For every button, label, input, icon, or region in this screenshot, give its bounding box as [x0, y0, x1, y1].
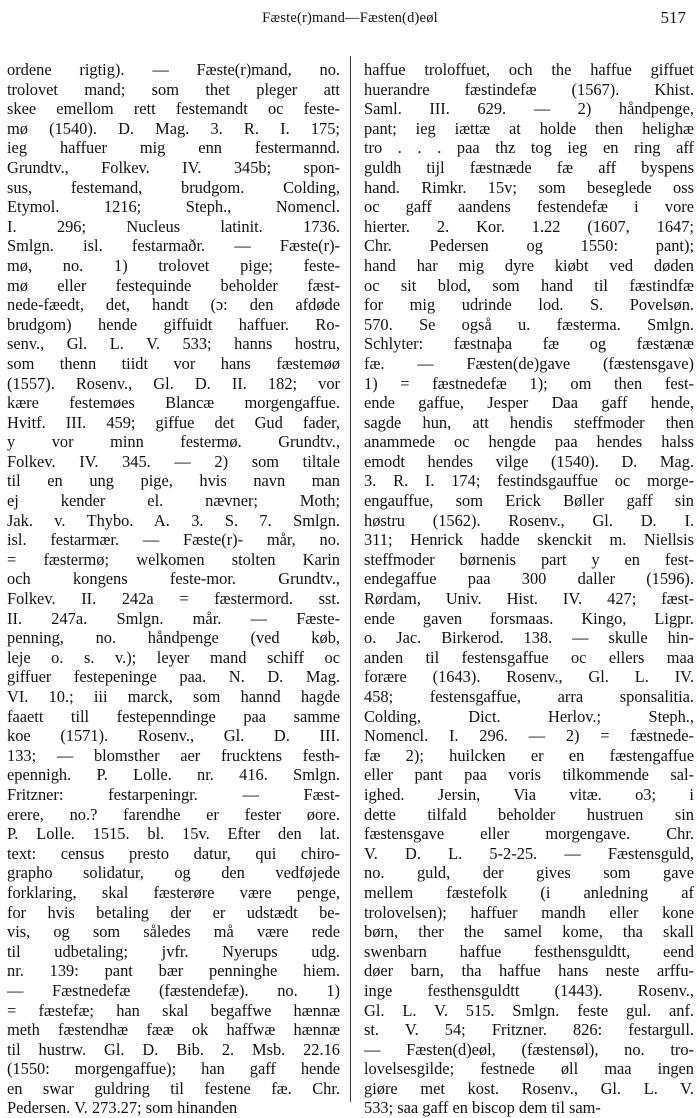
text-line: P. Lolle. 1515. bl. 15v. Efter den lat. [7, 824, 340, 844]
text-line: — Fæsten(d)eøl, (fæstensøl), no. tro- [364, 1039, 694, 1059]
text-line: Hvitf. III. 459; giffue det Gud fader, [7, 412, 340, 432]
text-line: ej kender el. nævner; Moth; [7, 491, 340, 511]
text-line: høstru (1562). Rosenv., Gl. D. I. [364, 510, 694, 530]
text-line: I. 296; Nucleus latinit. 1736. [7, 216, 340, 236]
text-line: hand har mig dyre kiøbt ved døden [364, 255, 694, 275]
text-line: no. guld, der gives som gave [364, 863, 694, 883]
text-line: VI. 10.; iii marck, som hannd hagde [7, 687, 340, 706]
text-line: skee emellom rett festemandt oc feste- [7, 99, 340, 119]
text-line: giøre met kost. Rosenv., Gl. L. V. [364, 1078, 694, 1098]
text-line: 533; saa gaff en biscop dem til sam- [364, 1098, 601, 1118]
text-line: guldh tijl fæstnæde fæ aff byspens [364, 157, 694, 177]
text-line: y vor minn festermø. Grundtv., [7, 432, 340, 452]
text-line: ende gaven forsmaas. Kingo, Ligpr. [364, 608, 694, 628]
text-line: Jak. v. Thybo. A. 3. S. 7. Smlgn. [7, 510, 340, 530]
text-line: = fæstefæ; han skal begaffwe hænnæ [7, 1000, 340, 1020]
text-line: endegaffue paa 300 daller (1596). [364, 569, 694, 589]
text-line: forære (1643). Rosenv., Gl. L. IV. [364, 667, 694, 687]
text-line: 570. Se også u. fæsterma. Smlgn. [364, 314, 694, 334]
text-line: text: census presto datur, qui chiro- [7, 843, 340, 863]
left-column [7, 60, 340, 1118]
text-line: til hustrw. Gl. D. Bib. 2. Msb. 22.16 [7, 1039, 340, 1059]
text-line: til en ung pige, hvis navn man [7, 471, 340, 491]
text-line: Rørdam, Univ. Hist. IV. 427; fæst- [364, 589, 694, 609]
text-line: isl. festarmær. — Fæste(r)- mår, no. [7, 530, 340, 550]
text-line: giffuer festepeninge paa. N. D. Mag. [7, 667, 340, 687]
text-line: koe (1571). Rosenv., Gl. D. III. [7, 726, 340, 746]
text-line: Folkev. II. 242a = fæstermord. sst. [7, 589, 340, 609]
text-line: 311; Henrick hadde skenckit m. Niellsis [364, 530, 694, 550]
text-line: som thenn tiidt vor hans fæstemøø [7, 353, 340, 373]
text-line: 458; festensgaffue, arra sponsalitia. [364, 687, 694, 706]
text-line: for mig udrinde lod. S. Povelsøn. [364, 295, 694, 315]
text-line: trolovelsen); haffuer mandh eller kone [364, 902, 694, 922]
text-line: børn, ther the samel kome, tha skall [364, 922, 694, 942]
text-line: hierter. 2. Kor. 1.22 (1607, 1647; [364, 216, 694, 236]
text-line: — Fæstnedefæ (fæstendefæ). no. 1) [7, 980, 340, 1000]
text-line: fæ 2); huilcken er en fæstengaffue [364, 745, 694, 765]
text-line: brudgom) hende giffuidt haffuer. Ro- [7, 314, 340, 334]
text-line: vis, og som således må være rede [7, 922, 340, 942]
text-line: erere, no.? farendhe er fester øore. [7, 804, 340, 824]
right-column [364, 60, 694, 1118]
text-line: Pedersen. V. 273.27; som hinanden [7, 1098, 238, 1118]
text-line: mø eller festequinde beholder fæst- [7, 275, 340, 295]
text-line: mø (1540). D. Mag. 3. R. I. 175; [7, 118, 340, 138]
text-line: Fritzner: festarpeningr. — Fæst- [7, 784, 340, 804]
text-line: 1) = fæstnedefæ 1); om then fest- [364, 373, 694, 393]
text-line: epennigh. P. Lolle. nr. 416. Smlgn. [7, 765, 340, 785]
text-line: inge festhensguldtt (1443). Rosenv., [364, 980, 694, 1000]
text-line: (1557). Rosenv., Gl. D. II. 182; vor [7, 373, 340, 393]
text-line: hand. Rimkr. 15v; som beseglede oss [364, 177, 694, 197]
text-line: Folkev. IV. 345. — 2) som tiltale [7, 451, 340, 471]
text-line: = fæstermø; welkomen stolten Karin [7, 549, 340, 569]
text-line: faaett till festepenndinge paa samme [7, 706, 340, 726]
text-line: forklaring, skal fæsterøre være penge, [7, 882, 340, 902]
page-number: 517 [660, 8, 686, 27]
text-line: 133; — blomsther aer frucktens festh- [7, 745, 340, 765]
text-line: dette tilfald beholder hustruen sin [364, 804, 694, 824]
text-line: oc sit blod, som hand til fæstindfæ [364, 275, 694, 295]
text-line: Saml. III. 629. — 2) håndpenge, [364, 99, 694, 119]
text-line: sagde hun, att hendis steffmoder then [364, 412, 694, 432]
text-line: 3. R. I. 174; festindsgauffue oc morge- [364, 471, 694, 491]
text-line: Chr. Pedersen og 1550: pant); [364, 236, 694, 256]
text-line: mø, no. 1) trolovet pige; feste- [7, 255, 340, 275]
text-line: fæ. — Fæsten(de)gave (fæstensgave) [364, 353, 694, 373]
text-line: en swar guldring til festene fæ. Chr. [7, 1078, 340, 1098]
text-line: anammede oc hengde paa hendes halss [364, 432, 694, 452]
text-line: Grundtv., Folkev. IV. 345b; spon- [7, 157, 340, 177]
text-line: lovelsesgilde; festnede øll maa ingen [364, 1059, 694, 1079]
text-line: grapho solidatur, og den vedføjede [7, 863, 340, 883]
text-line: nr. 139: pant bær penninghe hiem. [7, 961, 340, 981]
column-divider [350, 56, 351, 1102]
text-line: for hvis betaling der er udstædt be- [7, 902, 340, 922]
text-line: anden til festensgaffue oc ellers maa [364, 647, 694, 667]
text-line: eller pant paa voris tilkommende sal- [364, 765, 694, 785]
text-line: tro . . . paa thz tog ieg en ring aff [364, 138, 694, 158]
text-line: II. 247a. Smlgn. mår. — Fæste- [7, 608, 340, 628]
text-line: Gl. L. V. 515. Smlgn. feste gul. anf. [364, 1000, 694, 1020]
text-line: meth fæstendhæ fææ ok haffwæ hænnæ [7, 1020, 340, 1040]
text-line: Etymol. 1216; Steph., Nomencl. [7, 197, 340, 217]
text-line: døer barn, tha haffue hans neste arffu- [364, 961, 694, 981]
text-line: til udbetaling; jvfr. Nyerups udg. [7, 941, 340, 961]
running-head: Fæste(r)mand—Fæsten(d)eøl [262, 10, 438, 26]
text-line: penning, no. håndpenge (ved køb, [7, 628, 340, 648]
page-header [0, 8, 700, 34]
text-line: V. D. L. 5-2-25. — Fæstensguld, [364, 843, 694, 863]
text-line: o. Jac. Birkerod. 138. — skulle hin- [364, 628, 694, 648]
text-line: haffue troloffuet, och the haffue giffuet [364, 60, 694, 79]
text-line: pant; ieg iættæ at holde then helighæ [364, 118, 694, 138]
text-line: Nomencl. I. 296. — 2) = fæstnede- [364, 726, 694, 746]
text-line: Smlgn. isl. festarmaðr. — Fæste(r)- [7, 236, 340, 256]
text-line: steffmoder børnenis part y en fest- [364, 549, 694, 569]
text-line: och kongens feste-mor. Grundtv., [7, 569, 340, 589]
text-line: emodt hendes vilge (1540). D. Mag. [364, 451, 694, 471]
text-line: (1550: morgengaffue); han gaff hende [7, 1059, 340, 1079]
text-line: Schlyter: fæstnaþa fæ og fæstænæ [364, 334, 694, 354]
text-line: Colding, Dict. Herlov.; Steph., [364, 706, 694, 726]
text-line: leje o. s. v.); leyer mand schiff oc [7, 647, 340, 667]
text-line: nede-fæedt, det, handt (ɔ: den afdøde [7, 295, 340, 315]
text-line: ende gaffue, Jesper Daa gaff hende, [364, 393, 694, 413]
text-line: trolovet mand; som thet pleger att [7, 79, 340, 99]
text-line: huerandre fæstindefæ (1567). Khist. [364, 79, 694, 99]
text-line: ordene rigtig). — Fæste(r)mand, no. [7, 60, 340, 79]
text-line: fæstensgave eller morgengave. Chr. [364, 824, 694, 844]
text-line: ighed. Jersin, Via vitæ. o3; i [364, 784, 694, 804]
text-line: swenbarn haffue festhensguldtt, eend [364, 941, 694, 961]
text-line: oc gaff aandens festendefæ i vore [364, 197, 694, 217]
text-line: st. V. 54; Fritzner. 826: festargull. [364, 1020, 694, 1040]
text-line: sus, festemand, brudgom. Colding, [7, 177, 340, 197]
text-line: senv., Gl. L. V. 533; hanns hostru, [7, 334, 340, 354]
text-line: engauffue, som Erick Bøller gaff sin [364, 491, 694, 511]
text-line: mellem fæstefolk (i anledning af [364, 882, 694, 902]
text-line: kære festemøes Blancæ morgengaffue. [7, 393, 340, 413]
text-line: ieg haffuer mig enn festermannd. [7, 138, 340, 158]
